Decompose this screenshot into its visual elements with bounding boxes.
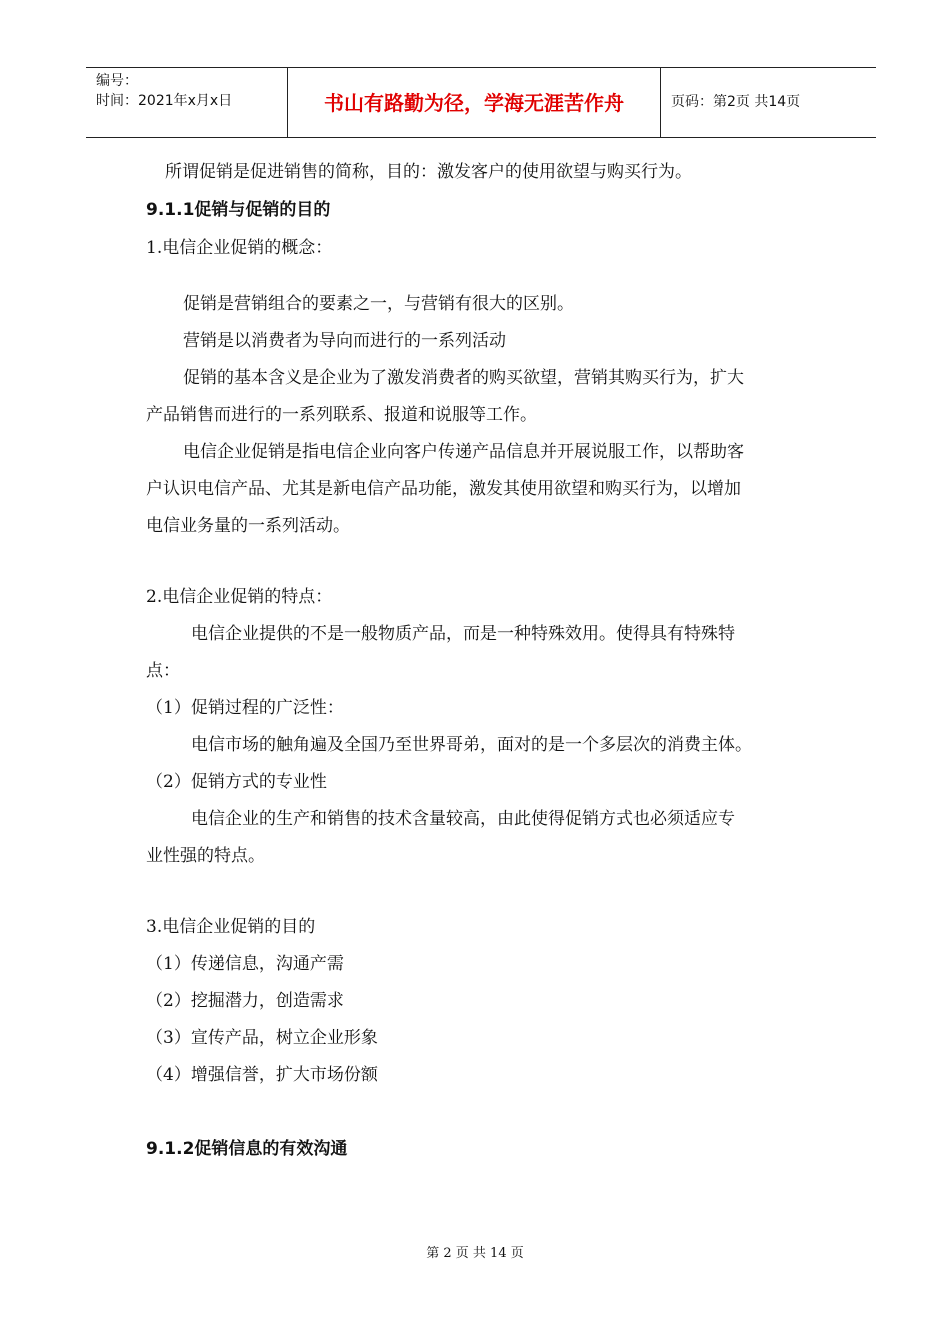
paragraph-line: 促销的基本含义是企业为了激发消费者的购买欲望，营销其购买行为，扩大 — [183, 368, 744, 388]
motto: 书山有路勤为径，学海无涯苦作舟 — [324, 91, 624, 115]
paragraph-line: 电信业务量的一系列活动。 — [146, 516, 350, 536]
paragraph-line: 业性强的特点。 — [146, 846, 265, 866]
paragraph-line: 电信企业提供的不是一般物质产品，而是一种特殊效用。使得具有特殊特 — [191, 624, 735, 644]
paragraph-line: 户认识电信产品、尤其是新电信产品功能，激发其使用欲望和购买行为，以增加 — [146, 479, 741, 499]
paragraph-line: 电信企业促销是指电信企业向客户传递产品信息并开展说服工作，以帮助客 — [183, 442, 744, 462]
header-page-info: 页码：第2页 共14页 — [671, 94, 801, 110]
header-meta — [86, 68, 287, 137]
section-heading-9-1-2: 9.1.2促销信息的有效沟通 — [146, 1139, 348, 1159]
list-item: （1）传递信息，沟通产需 — [146, 954, 344, 974]
serial-number-label: 编号： — [96, 73, 138, 89]
list-item: （2）挖掘潜力，创造需求 — [146, 991, 344, 1011]
list-item: （4）增强信誉，扩大市场份额 — [146, 1065, 378, 1085]
paragraph-line: 电信市场的触角遍及全国乃至世界哥弟，面对的是一个多层次的消费主体。 — [191, 735, 752, 755]
list-item: （1）促销过程的广泛性： — [146, 698, 344, 718]
subsection-title-2: 2.电信企业促销的特点： — [146, 587, 333, 607]
subsection-title-3: 3.电信企业促销的目的 — [146, 917, 316, 937]
intro-paragraph: 所谓促销是促进销售的简称，目的：激发客户的使用欲望与购买行为。 — [165, 162, 692, 182]
paragraph-line: 产品销售而进行的一系列联系、报道和说服等工作。 — [146, 405, 537, 425]
header-page-cell — [661, 68, 876, 137]
list-item: （2）促销方式的专业性 — [146, 772, 327, 792]
paragraph-line: 电信企业的生产和销售的技术含量较高，由此使得促销方式也必须适应专 — [191, 809, 735, 829]
paragraph-line: 点： — [146, 661, 180, 681]
list-item: （3）宣传产品，树立企业形象 — [146, 1028, 378, 1048]
paragraph-line: 促销是营销组合的要素之一，与营销有很大的区别。 — [183, 294, 574, 314]
section-heading-9-1-1: 9.1.1促销与促销的目的 — [146, 200, 331, 220]
paragraph-line: 营销是以消费者为导向而进行的一系列活动 — [183, 331, 506, 351]
date-label: 时间：2021年x月x日 — [96, 93, 233, 109]
page-header — [86, 67, 876, 138]
page-footer: 第 2 页 共 14 页 — [426, 1246, 524, 1261]
subsection-title-1: 1.电信企业促销的概念： — [146, 238, 333, 258]
header-motto-cell — [287, 68, 661, 137]
